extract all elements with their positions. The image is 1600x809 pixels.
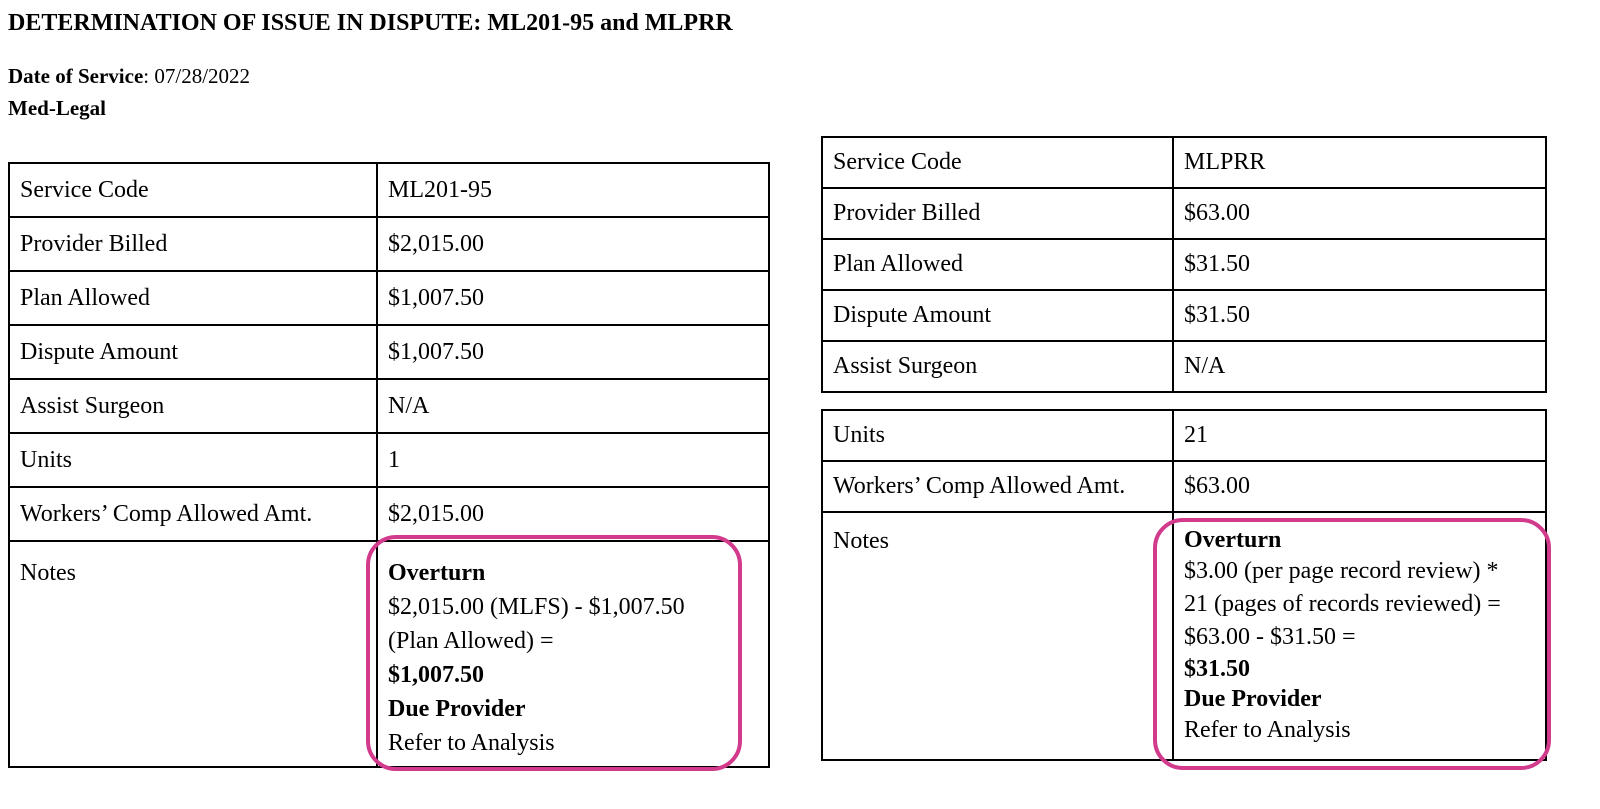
- notes-due: Due Provider: [388, 696, 526, 722]
- notes-amount: $1,007.50: [388, 662, 484, 688]
- table-row: [822, 410, 1546, 461]
- notes-row: [822, 512, 1546, 760]
- table-row: [9, 217, 769, 271]
- row-value: $31.50: [1173, 239, 1546, 290]
- notes-row: [9, 541, 769, 767]
- category-label: Med-Legal: [8, 96, 106, 120]
- row-label: Dispute Amount: [822, 290, 1173, 341]
- row-value: 1: [377, 433, 769, 487]
- table-row: [822, 188, 1546, 239]
- table-row: [9, 433, 769, 487]
- row-label: Dispute Amount: [9, 325, 377, 379]
- table-row: [9, 271, 769, 325]
- row-value: $31.50: [1173, 290, 1546, 341]
- row-value: $2,015.00: [377, 217, 769, 271]
- row-value: MLPRR: [1173, 137, 1546, 188]
- notes-label: Notes: [822, 512, 1173, 760]
- notes-refer: Refer to Analysis: [388, 730, 555, 756]
- row-value: N/A: [1173, 341, 1546, 392]
- table-row: [822, 341, 1546, 392]
- row-label: Workers’ Comp Allowed Amt.: [9, 487, 377, 541]
- mlprr-table-top: [821, 136, 1547, 393]
- ml201-95-table: [8, 162, 770, 768]
- date-of-service-label: Date of Service: [8, 64, 144, 88]
- notes-heading: Overturn: [1184, 527, 1282, 553]
- date-of-service-value: : 07/28/2022: [143, 64, 251, 88]
- row-label: Workers’ Comp Allowed Amt.: [822, 461, 1173, 512]
- notes-amount: $31.50: [1184, 656, 1250, 682]
- row-value: $1,007.50: [377, 325, 769, 379]
- table-row: [9, 379, 769, 433]
- row-value: N/A: [377, 379, 769, 433]
- row-value: $2,015.00: [377, 487, 769, 541]
- table-row: [9, 325, 769, 379]
- row-value: $1,007.50: [377, 271, 769, 325]
- notes-due: Due Provider: [1184, 686, 1322, 712]
- row-label: Provider Billed: [822, 188, 1173, 239]
- row-label: Units: [9, 433, 377, 487]
- table-row: [822, 239, 1546, 290]
- table-row: [9, 487, 769, 541]
- row-label: Service Code: [9, 163, 377, 217]
- table-row: [822, 137, 1546, 188]
- page-title: DETERMINATION OF ISSUE IN DISPUTE: ML201-95 and MLPRR: [8, 10, 733, 36]
- mlprr-table-bottom: [821, 409, 1547, 761]
- row-value: ML201-95: [377, 163, 769, 217]
- row-label: Units: [822, 410, 1173, 461]
- notes-refer: Refer to Analysis: [1184, 717, 1351, 743]
- row-label: Provider Billed: [9, 217, 377, 271]
- notes-line: $3.00 (per page record review) *: [1184, 558, 1499, 584]
- row-label: Plan Allowed: [822, 239, 1173, 290]
- row-label: Plan Allowed: [9, 271, 377, 325]
- notes-cell: [1173, 512, 1546, 760]
- table-row: [822, 461, 1546, 512]
- notes-line: 21 (pages of records reviewed) =: [1184, 591, 1501, 617]
- row-value: $63.00: [1173, 188, 1546, 239]
- row-label: Assist Surgeon: [822, 341, 1173, 392]
- row-label: Service Code: [822, 137, 1173, 188]
- row-value: $63.00: [1173, 461, 1546, 512]
- row-value: 21: [1173, 410, 1546, 461]
- row-label: Assist Surgeon: [9, 379, 377, 433]
- date-of-service: [8, 64, 250, 89]
- table-row: [822, 290, 1546, 341]
- notes-label: Notes: [9, 541, 377, 767]
- notes-cell: [377, 541, 769, 767]
- table-row: [9, 163, 769, 217]
- notes-line: (Plan Allowed) =: [388, 628, 554, 654]
- notes-line: $63.00 - $31.50 =: [1184, 624, 1356, 650]
- notes-heading: Overturn: [388, 560, 486, 586]
- notes-line: $2,015.00 (MLFS) - $1,007.50: [388, 594, 685, 620]
